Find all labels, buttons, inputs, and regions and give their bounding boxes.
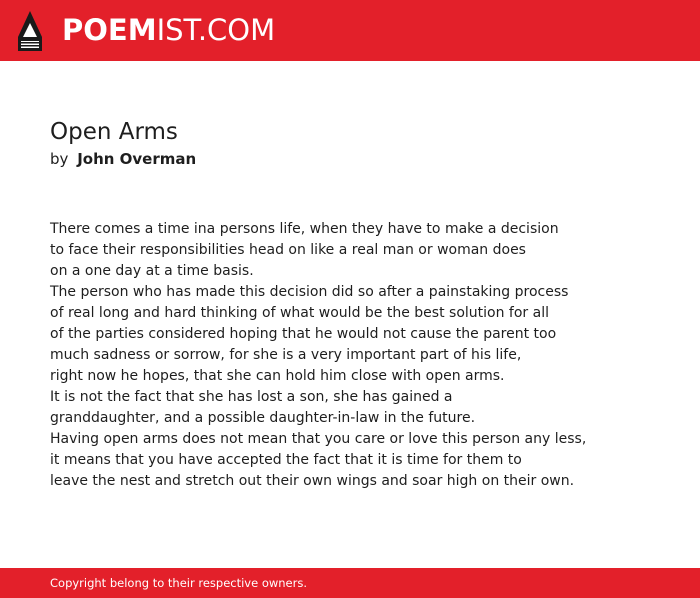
poem-line: right now he hopes, that she can hold him close with open arms. — [50, 368, 505, 384]
logo-bold-text: POEM — [62, 13, 157, 47]
pencil-tip-icon[interactable] — [17, 10, 43, 52]
byline — [50, 149, 196, 169]
by-label: by — [50, 150, 69, 168]
poem-line: leave the nest and stretch out their own wings and soar high on their own. — [50, 473, 575, 489]
poem-line: It is not the fact that she has lost a son, she has gained a — [50, 389, 453, 405]
poem-line: to face their responsibilities head on like a real man or woman does — [50, 242, 526, 258]
poem-line: of the parties considered hoping that he would not cause the parent too — [50, 326, 557, 342]
poem-line: it means that you have accepted the fact that it is time for them to — [50, 452, 522, 468]
poem-line: of real long and hard thinking of what would be the best solution for all — [50, 305, 549, 321]
poem-line: There comes a time ina persons life, when they have to make a decision — [50, 221, 559, 237]
poem-line: Having open arms does not mean that you care or love this person any less, — [50, 431, 587, 447]
poem-body — [50, 219, 670, 492]
author-link[interactable]: John Overman — [77, 150, 197, 168]
site-footer — [0, 568, 700, 598]
site-header — [0, 0, 700, 61]
site-logo[interactable] — [62, 12, 275, 48]
poem-line: The person who has made this decision did so after a painstaking process — [50, 284, 569, 300]
poem-line: much sadness or sorrow, for she is a very important part of his life, — [50, 347, 522, 363]
logo-light-text: IST.COM — [156, 13, 276, 47]
poem-line: granddaughter, and a possible daughter-in-law in the future. — [50, 410, 476, 426]
poem-line: on a one day at a time basis. — [50, 263, 254, 279]
poem-title: Open Arms — [50, 119, 178, 145]
copyright-text: Copyright belong to their respective owners. — [50, 576, 308, 590]
